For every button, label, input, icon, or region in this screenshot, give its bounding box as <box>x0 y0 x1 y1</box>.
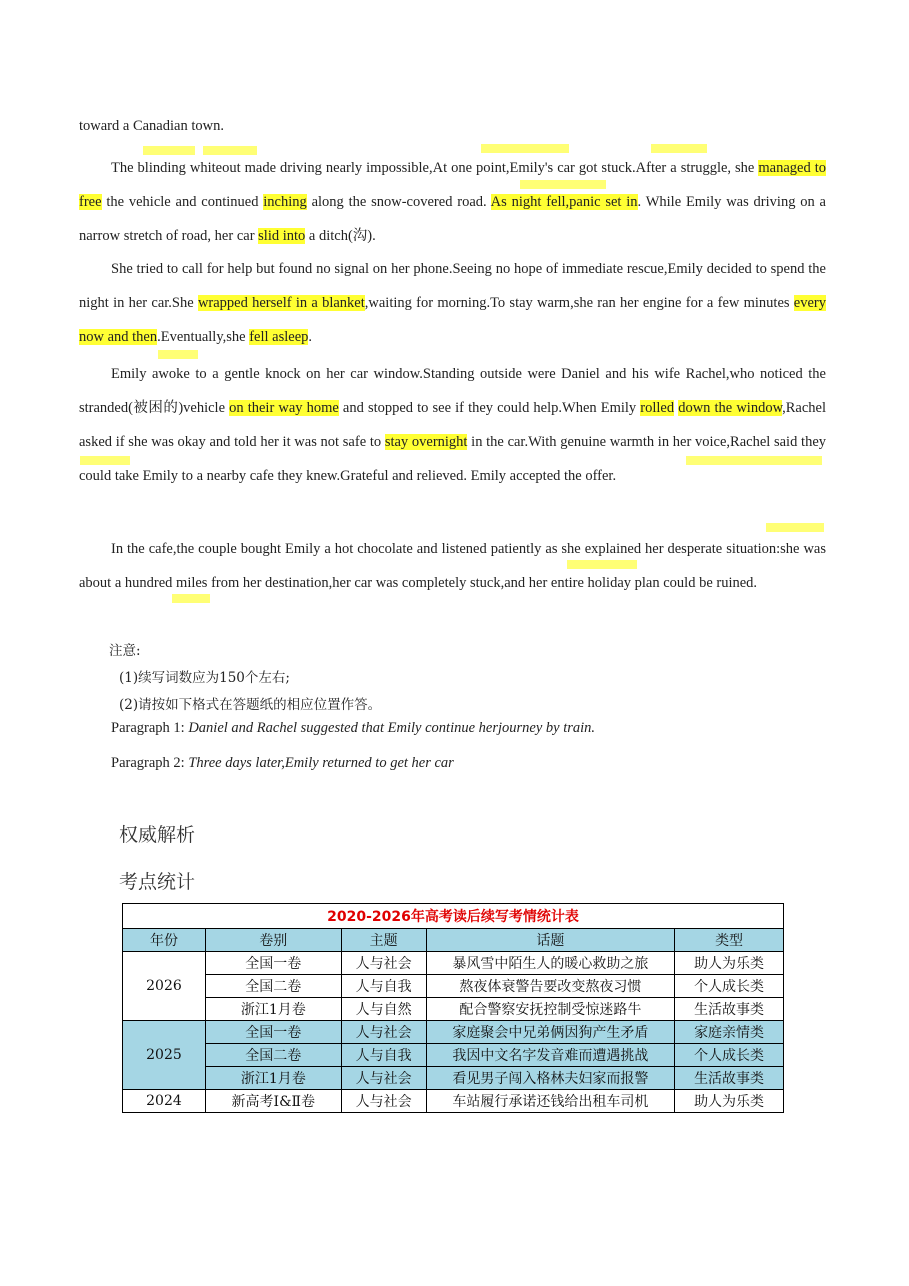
passage-text: ,waiting for morning.To stay warm,she ran her engine for a few minutes <box>364 295 794 311</box>
table-cell: 个人成长类 <box>675 1044 784 1067</box>
table-row <box>123 998 784 1021</box>
paragraph-2-text: Three days later,Emily returned to get her car <box>188 755 454 771</box>
passage-line-0 <box>79 109 826 143</box>
passage-text: . While Emily was driving on a narrow stretch of road, her car <box>79 194 826 244</box>
column-header: 类型 <box>675 929 784 952</box>
column-header: 年份 <box>123 929 206 952</box>
table-cell: 人与社会 <box>341 1067 426 1090</box>
table-cell: 浙江1月卷 <box>205 998 341 1021</box>
notes-item-1: (1)续写词数应为150个左右; <box>119 670 290 686</box>
highlighted-phrase: managed to free <box>79 160 826 210</box>
passage-text: a ditch(沟). <box>305 228 376 244</box>
table-row <box>123 975 784 998</box>
analysis-heading: 权威解析 <box>119 824 196 846</box>
passage-paragraph-4 <box>79 532 826 600</box>
table-cell: 人与自然 <box>341 998 426 1021</box>
year-cell: 2024 <box>123 1090 206 1113</box>
passage-paragraph-2 <box>79 252 826 354</box>
table-cell: 全国一卷 <box>205 1021 341 1044</box>
table-cell: 人与自我 <box>341 975 426 998</box>
passage-text: toward a Canadian town. <box>79 118 224 134</box>
table-cell: 新高考Ⅰ&Ⅱ卷 <box>205 1090 341 1113</box>
passage-text: In the cafe,the couple bought Emily a hot chocolate and listened patiently as she explained her desperate situation:she was about a hundred miles from her destination,her car was completely stuck,and her entire holiday plan could be ruined. <box>79 541 826 591</box>
table-row <box>123 1021 784 1044</box>
column-header: 话题 <box>426 929 675 952</box>
paragraph-2-label: Paragraph 2: <box>111 755 189 771</box>
table-cell: 个人成长类 <box>675 975 784 998</box>
table-cell: 家庭聚会中兄弟俩因狗产生矛盾 <box>426 1021 675 1044</box>
table-cell: 暴风雪中陌生人的暖心救助之旅 <box>426 952 675 975</box>
highlighted-phrase: wrapped herself in a blanket <box>197 295 365 311</box>
table-cell: 熬夜体衰警告要改变熬夜习惯 <box>426 975 675 998</box>
notes-label: 注意: <box>109 643 141 659</box>
passage-text: ,Rachel asked if she was okay and told her it was not safe to <box>79 400 826 450</box>
highlighted-phrase: rolled <box>640 400 675 416</box>
highlighted-phrase: fell asleep <box>249 329 309 345</box>
highlighted-phrase: stay overnight <box>384 434 468 450</box>
passage-text: .Eventually,she <box>157 329 250 345</box>
year-cell: 2026 <box>123 952 206 1021</box>
passage-text: The blinding whiteout made driving nearly impossible,At one point,Emily's car got stuck.After a struggle, she <box>111 160 759 176</box>
table-cell: 浙江1月卷 <box>205 1067 341 1090</box>
paragraph-1-label: Paragraph 1: <box>111 720 189 736</box>
highlighted-phrase: every now and then <box>79 295 826 345</box>
table-cell: 生活故事类 <box>675 1067 784 1090</box>
table-cell: 人与自我 <box>341 1044 426 1067</box>
table-cell: 人与社会 <box>341 1090 426 1113</box>
passage-text: in the car.With genuine warmth in her voice,Rachel said they could take Emily to a nearby cafe they knew.Grateful and relieved. Emily accepted the offer. <box>79 434 827 484</box>
table-cell: 全国二卷 <box>205 975 341 998</box>
year-cell: 2025 <box>123 1021 206 1090</box>
table-header-row <box>123 929 784 952</box>
table-cell: 车站履行承诺还钱给出租车司机 <box>426 1090 675 1113</box>
notes-item-2: (2)请按如下格式在答题纸的相应位置作答。 <box>119 697 382 713</box>
table-cell: 生活故事类 <box>675 998 784 1021</box>
stats-heading: 考点统计 <box>119 871 196 893</box>
passage-text: . <box>308 329 313 345</box>
table-cell: 配合警察安抚控制受惊迷路牛 <box>426 998 675 1021</box>
highlighted-phrase: slid into <box>258 228 306 244</box>
table-row <box>123 1067 784 1090</box>
table-cell: 助人为乐类 <box>675 952 784 975</box>
table-title: 2020-2026年高考读后续写考情统计表 <box>123 904 784 929</box>
paragraph-1-text: Daniel and Rachel suggested that Emily continue herjourney by train. <box>188 720 596 736</box>
passage-paragraph-1 <box>79 151 826 253</box>
table-cell: 全国一卷 <box>205 952 341 975</box>
highlighted-phrase: down the window <box>678 400 783 416</box>
passage-text: and stopped to see if they could help.When Emily <box>338 400 641 416</box>
table-cell: 看见男子闯入格林夫妇家而报警 <box>426 1067 675 1090</box>
table-cell: 全国二卷 <box>205 1044 341 1067</box>
passage-text: the vehicle and continued <box>101 194 264 210</box>
highlighted-phrase: As night fell,panic set in <box>490 194 638 210</box>
annotation-mark <box>766 523 824 532</box>
highlighted-phrase: inching <box>263 194 307 210</box>
table-cell: 我因中文名字发音难而遭遇挑战 <box>426 1044 675 1067</box>
passage-text: She tried to call for help but found no signal on her phone.Seeing no hope of immediate rescue,Emily decided to spend the night in her car.She <box>79 261 826 311</box>
passage-text: Emily awoke to a gentle knock on her car window.Standing outside were Daniel and his wife Rachel,who noticed the stranded(被困的)vehicle <box>79 366 826 416</box>
table-cell: 助人为乐类 <box>675 1090 784 1113</box>
table-cell: 家庭亲情类 <box>675 1021 784 1044</box>
table-cell: 人与社会 <box>341 1021 426 1044</box>
highlighted-phrase: on their way home <box>229 400 339 416</box>
passage-text: along the snow-covered road. <box>306 194 491 210</box>
table-row <box>123 1090 784 1113</box>
exam-stats-table <box>122 903 784 1113</box>
passage-paragraph-3 <box>79 357 826 493</box>
table-row <box>123 1044 784 1067</box>
paragraph-1-prompt <box>111 720 595 737</box>
column-header: 主题 <box>341 929 426 952</box>
column-header: 卷别 <box>205 929 341 952</box>
table-cell: 人与社会 <box>341 952 426 975</box>
table-row <box>123 952 784 975</box>
paragraph-2-prompt <box>111 755 454 772</box>
